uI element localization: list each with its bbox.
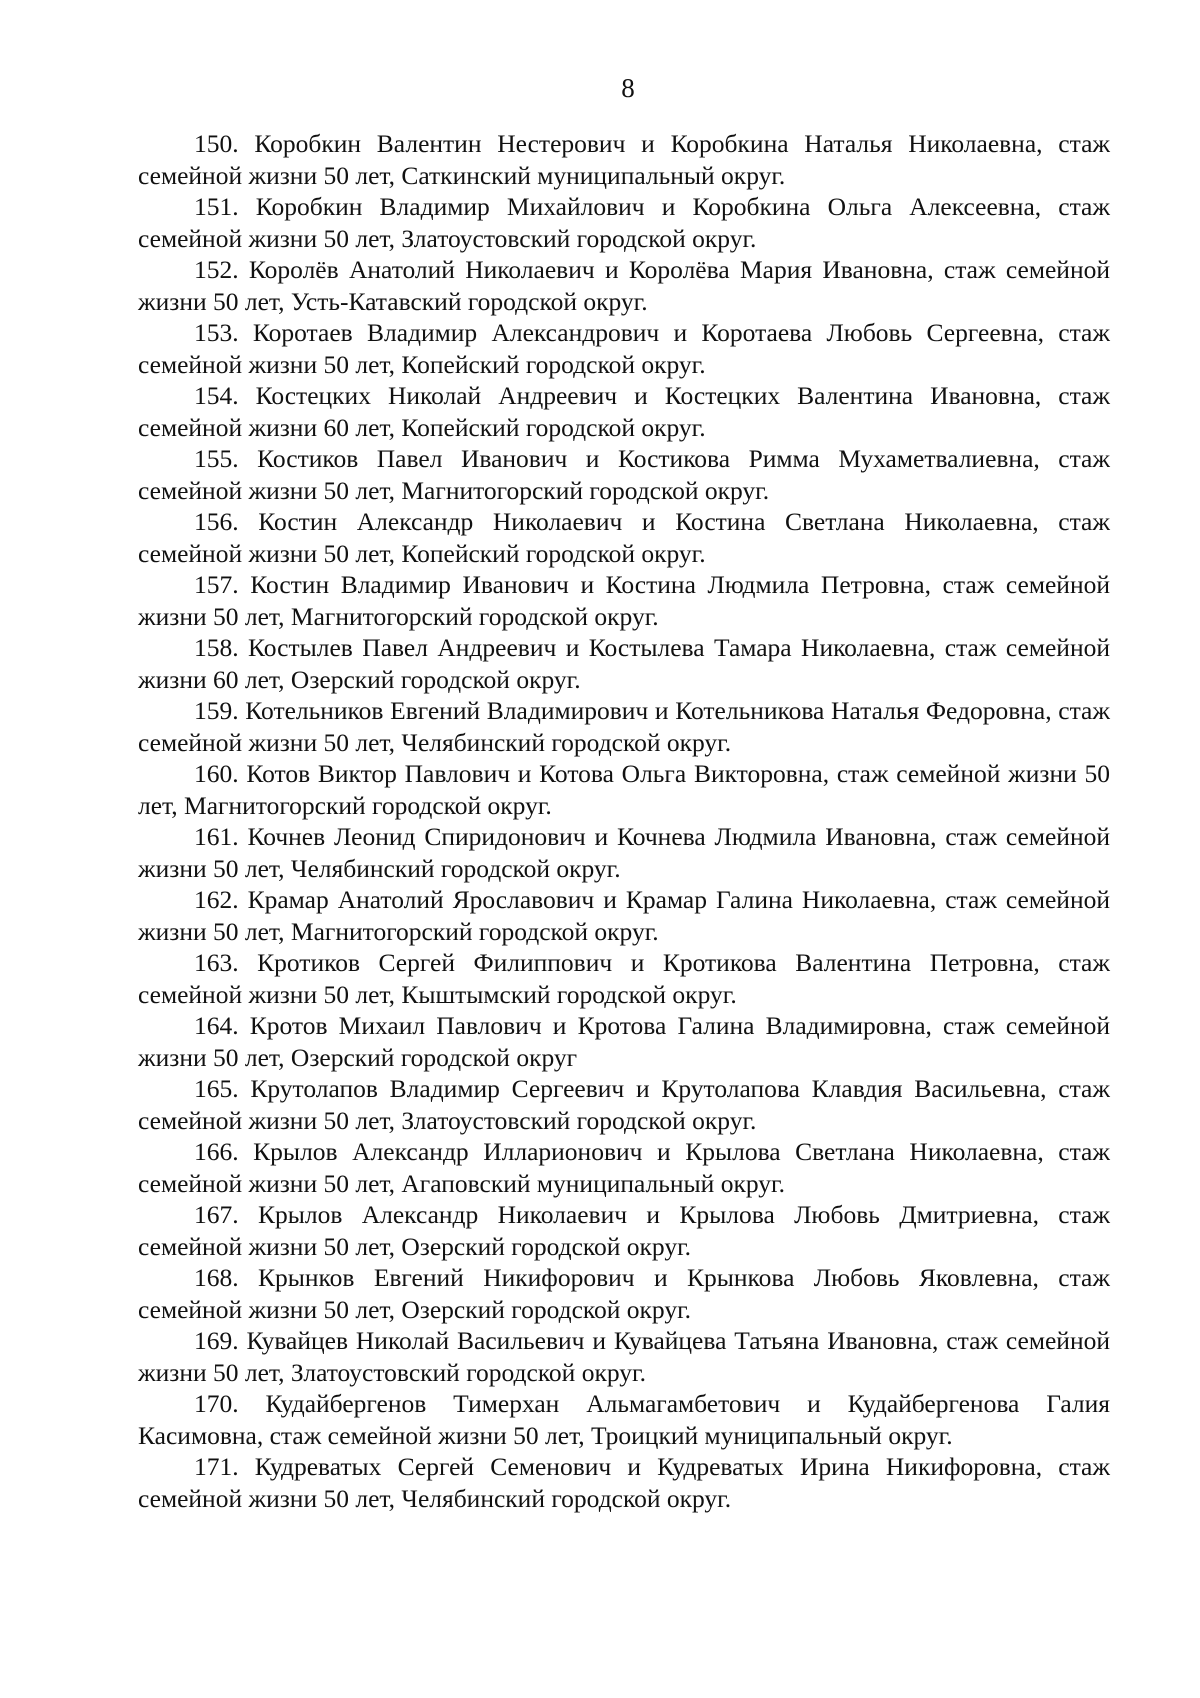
list-item: 156. Костин Александр Николаевич и Костина Светлана Николаевна, стаж семейной жизни 50 лет, Копейский городской округ. (138, 507, 1110, 568)
page-number: 8 (621, 73, 635, 103)
list-item: 163. Кротиков Сергей Филиппович и Кротикова Валентина Петровна, стаж семейной жизни 50 лет, Кыштымский городской округ. (138, 948, 1110, 1009)
list-item: 171. Кудреватых Сергей Семенович и Кудреватых Ирина Никифоровна, стаж семейной жизни 50 лет, Челябинский городской округ. (138, 1452, 1110, 1513)
list-item: 164. Кротов Михаил Павлович и Кротова Галина Владимировна, стаж семейной жизни 50 лет, Озерский городской округ (138, 1011, 1110, 1072)
list-item: 162. Крамар Анатолий Ярославович и Крамар Галина Николаевна, стаж семейной жизни 50 лет, Магнитогорский городской округ. (138, 885, 1110, 946)
list-item: 169. Кувайцев Николай Васильевич и Кувайцева Татьяна Ивановна, стаж семейной жизни 50 лет, Златоустовский городской округ. (138, 1326, 1110, 1387)
list-item: 167. Крылов Александр Николаевич и Крылова Любовь Дмитриевна, стаж семейной жизни 50 лет, Озерский городской округ. (138, 1200, 1110, 1261)
list-item: 153. Коротаев Владимир Александрович и Коротаева Любовь Сергеевна, стаж семейной жизни 50 лет, Копейский городской округ. (138, 318, 1110, 379)
list-item: 160. Котов Виктор Павлович и Котова Ольга Викторовна, стаж семейной жизни 50 лет, Магнитогорский городской округ. (138, 759, 1110, 820)
list-item: 151. Коробкин Владимир Михайлович и Коробкина Ольга Алексеевна, стаж семейной жизни 50 лет, Златоустовский городской округ. (138, 192, 1110, 253)
list-item: 170. Кудайбергенов Тимерхан Альмагамбетович и Кудайбергенова Галия Касимовна, стаж семейной жизни 50 лет, Троицкий муниципальный округ. (138, 1389, 1110, 1450)
list-item: 152. Королёв Анатолий Николаевич и Королёва Мария Ивановна, стаж семейной жизни 50 лет, Усть-Катавский городской округ. (138, 255, 1110, 316)
list-item: 159. Котельников Евгений Владимирович и Котельникова Наталья Федоровна, стаж семейной жизни 50 лет, Челябинский городской округ. (138, 696, 1110, 757)
list-item: 168. Крынков Евгений Никифорович и Крынкова Любовь Яковлевна, стаж семейной жизни 50 лет, Озерский городской округ. (138, 1263, 1110, 1324)
entry-list (138, 128, 1110, 1514)
list-item: 165. Крутолапов Владимир Сергеевич и Крутолапова Клавдия Васильевна, стаж семейной жизни 50 лет, Златоустовский городской округ. (138, 1074, 1110, 1135)
list-item: 154. Костецких Николай Андреевич и Костецких Валентина Ивановна, стаж семейной жизни 60 лет, Копейский городской округ. (138, 381, 1110, 442)
list-item: 166. Крылов Александр Илларионович и Крылова Светлана Николаевна, стаж семейной жизни 50 лет, Агаповский муниципальный округ. (138, 1137, 1110, 1198)
list-item: 158. Костылев Павел Андреевич и Костылева Тамара Николаевна, стаж семейной жизни 60 лет, Озерский городской округ. (138, 633, 1110, 694)
list-item: 157. Костин Владимир Иванович и Костина Людмила Петровна, стаж семейной жизни 50 лет, Магнитогорский городской округ. (138, 570, 1110, 631)
list-item: 155. Костиков Павел Иванович и Костикова Римма Мухаметвалиевна, стаж семейной жизни 50 лет, Магнитогорский городской округ. (138, 444, 1110, 505)
list-item: 150. Коробкин Валентин Нестерович и Коробкина Наталья Николаевна, стаж семейной жизни 50 лет, Саткинский муниципальный округ. (138, 129, 1110, 190)
list-item: 161. Кочнев Леонид Спиридонович и Кочнева Людмила Ивановна, стаж семейной жизни 50 лет, Челябинский городской округ. (138, 822, 1110, 883)
